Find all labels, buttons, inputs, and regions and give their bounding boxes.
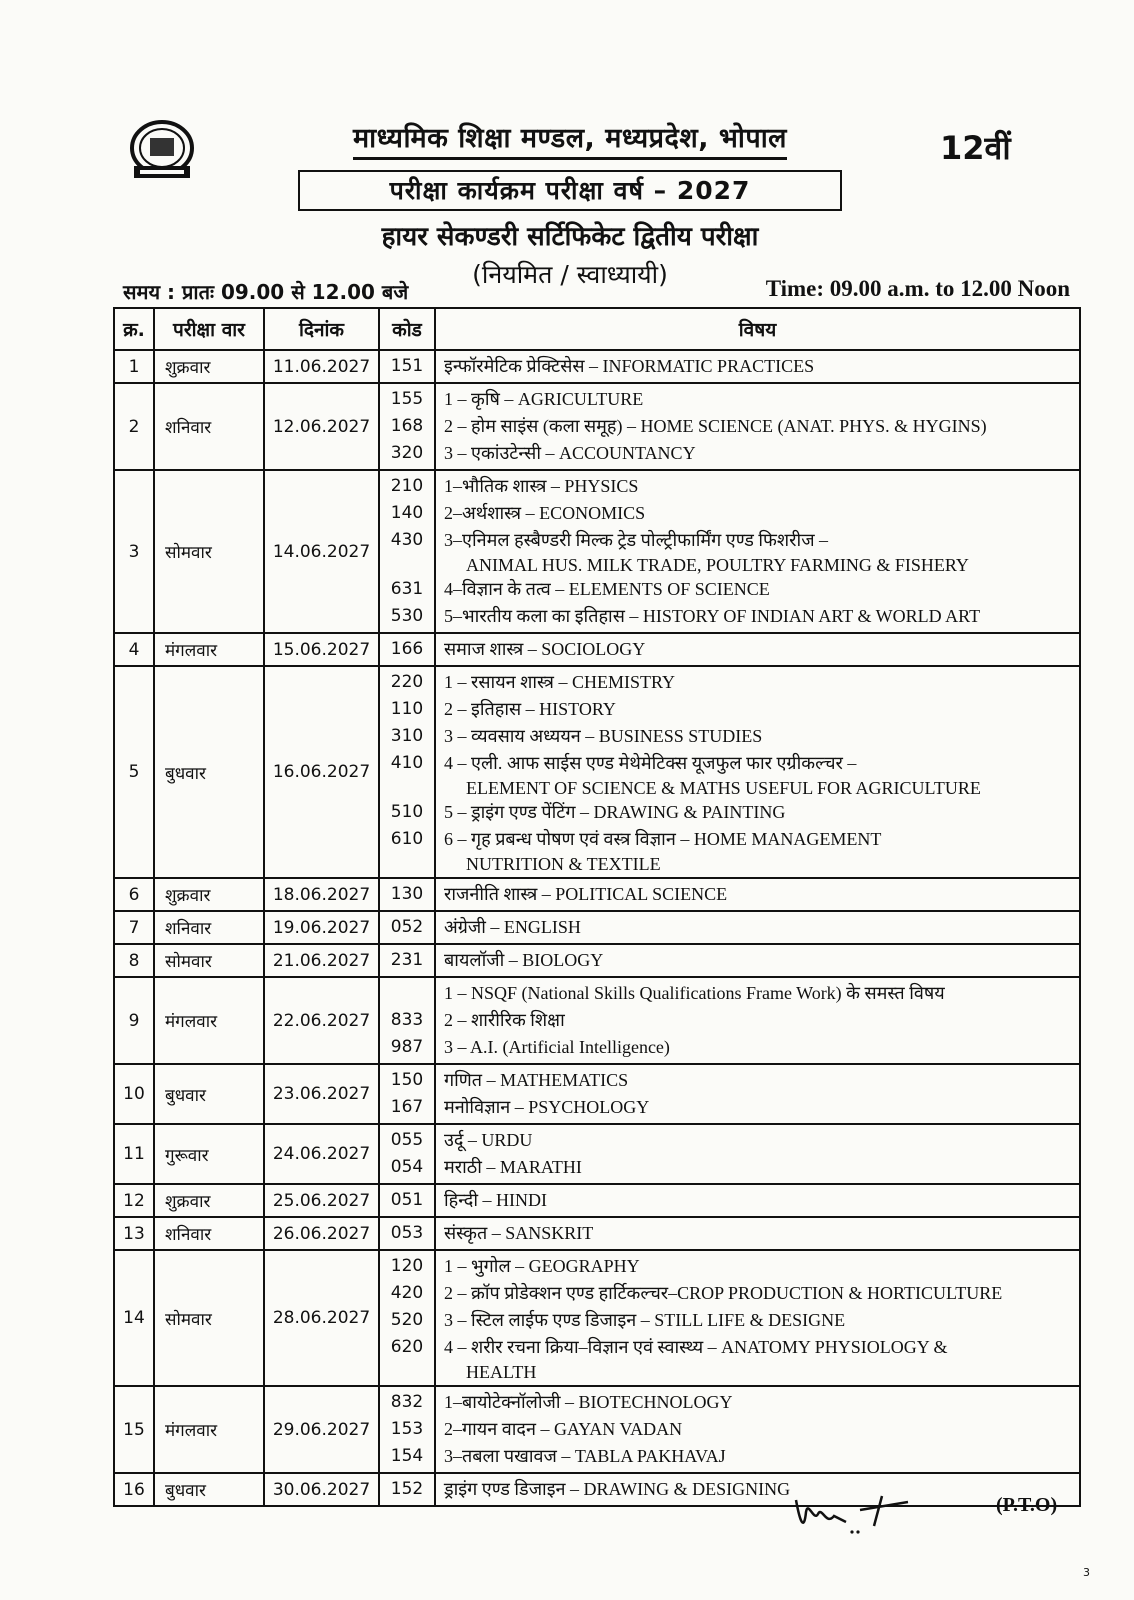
subject-code: [380, 853, 434, 875]
row-subjects: [435, 470, 1080, 633]
row-serial: 15: [114, 1386, 154, 1473]
subject-name: 2–गायन वादन – GAYAN VADAN: [444, 1419, 683, 1439]
subject-name: 2–अर्थशास्त्र – ECONOMICS: [444, 503, 646, 523]
col-header-date: दिनांक: [264, 308, 379, 350]
board-name: माध्यमिक शिक्षा मण्डल, मध्यप्रदेश, भोपाल: [353, 118, 787, 160]
exam-schedule-table: [113, 307, 1081, 1507]
table-row: [114, 1473, 1080, 1506]
subject-code: 168: [390, 416, 424, 436]
subject-name: 3 – व्यवसाय अध्ययन – BUSINESS STUDIES: [444, 726, 763, 746]
subject-code: 052: [390, 917, 424, 937]
row-serial: 5: [114, 666, 154, 878]
subject-name: 4 – एली. आफ साईस एण्ड मेथेमेटिक्स यूजफुल फार एग्रीकल्चर –: [444, 753, 857, 773]
signature-mark: [790, 1492, 910, 1544]
subject-code: 130: [390, 884, 424, 904]
subject-code: 053: [390, 1223, 424, 1243]
subject-code: 231: [390, 950, 424, 970]
row-codes: [379, 1124, 435, 1184]
row-codes: [379, 1217, 435, 1250]
row-subjects: [435, 633, 1080, 666]
row-codes: [379, 1064, 435, 1124]
subject-name: 2 – होम साइंस (कला समूह) – HOME SCIENCE (ANAT. PHYS. & HYGINS): [444, 416, 987, 436]
row-codes: [379, 350, 435, 383]
subject-code: 610: [390, 829, 424, 849]
row-subjects: [435, 1124, 1080, 1184]
row-day: शनिवार: [154, 383, 264, 470]
row-serial: 16: [114, 1473, 154, 1506]
row-day: शुक्रवार: [154, 878, 264, 911]
subject-code: 054: [390, 1157, 424, 1177]
subject-name: 2 – शारीरिक शिक्षा: [444, 1010, 565, 1030]
exam-mode: (नियमित / स्वाध्यायी): [472, 260, 668, 289]
subject-code: 320: [390, 443, 424, 463]
row-subjects: [435, 350, 1080, 383]
subject-name: NUTRITION & TEXTILE: [466, 854, 661, 874]
row-subjects: [435, 878, 1080, 911]
subject-code: 510: [390, 802, 424, 822]
row-date: 15.06.2027: [264, 633, 379, 666]
subject-code: 120: [390, 1256, 424, 1276]
col-header-serial: क्र.: [114, 308, 154, 350]
subject-code: 167: [390, 1097, 424, 1117]
subject-name: 3–तबला पखावज – TABLA PAKHAVAJ: [444, 1446, 726, 1466]
col-header-day: परीक्षा वार: [154, 308, 264, 350]
subject-code: 520: [390, 1310, 424, 1330]
table-row: [114, 1064, 1080, 1124]
subject-name: गणित – MATHEMATICS: [444, 1070, 629, 1090]
row-subjects: [435, 977, 1080, 1064]
row-day: बुधवार: [154, 666, 264, 878]
table-row: [114, 977, 1080, 1064]
subject-code: 140: [390, 503, 424, 523]
row-day: सोमवार: [154, 944, 264, 977]
subject-name: 1 – भुगोल – GEOGRAPHY: [444, 1256, 640, 1276]
row-date: 19.06.2027: [264, 911, 379, 944]
col-header-subject: विषय: [435, 308, 1080, 350]
subject-name: 4–विज्ञान के तत्व – ELEMENTS OF SCIENCE: [444, 579, 770, 599]
row-day: शनिवार: [154, 911, 264, 944]
subject-code: 166: [390, 639, 424, 659]
subject-code: 152: [390, 1479, 424, 1499]
subject-name: इन्फॉरमेटिक प्रेक्टिसेस – INFORMATIC PRACTICES: [444, 356, 815, 376]
subject-name: 3 – A.I. (Artificial Intelligence): [444, 1037, 670, 1057]
row-date: 26.06.2027: [264, 1217, 379, 1250]
table-row: [114, 350, 1080, 383]
row-subjects: [435, 383, 1080, 470]
subject-name: राजनीति शास्त्र – POLITICAL SCIENCE: [444, 884, 728, 904]
row-date: 24.06.2027: [264, 1124, 379, 1184]
row-day: गुरूवार: [154, 1124, 264, 1184]
row-serial: 7: [114, 911, 154, 944]
class-label: 12वीं: [940, 129, 1011, 167]
subject-name: HEALTH: [466, 1362, 537, 1382]
row-subjects: [435, 1250, 1080, 1386]
table-row: [114, 1386, 1080, 1473]
row-serial: 10: [114, 1064, 154, 1124]
subject-name: 1 – रसायन शास्त्र – CHEMISTRY: [444, 672, 675, 692]
subject-name: 5 – ड्राइंग एण्ड पेंटिंग – DRAWING & PAINTING: [444, 802, 786, 822]
row-date: 25.06.2027: [264, 1184, 379, 1217]
row-date: 28.06.2027: [264, 1250, 379, 1386]
page-number: 3: [1083, 1566, 1090, 1579]
row-serial: 13: [114, 1217, 154, 1250]
table-row: [114, 666, 1080, 878]
row-subjects: [435, 1386, 1080, 1473]
subject-code: 220: [390, 672, 424, 692]
row-date: 29.06.2027: [264, 1386, 379, 1473]
subject-name: 3 – स्टिल लाईफ एण्ड डिजाइन – STILL LIFE & DESIGNE: [444, 1310, 846, 1330]
subject-name: बायलॉजी – BIOLOGY: [444, 950, 604, 970]
subject-name: समाज शास्त्र – SOCIOLOGY: [444, 639, 646, 659]
subject-code: [380, 980, 434, 1007]
table-row: [114, 1250, 1080, 1386]
subject-code: 987: [390, 1037, 424, 1057]
subject-code: 631: [390, 579, 424, 599]
subject-name: 2 – क्रॉप प्रोडेक्शन एण्ड हार्टिकल्चर–CROP PRODUCTION & HORTICULTURE: [444, 1283, 1003, 1303]
row-serial: 3: [114, 470, 154, 633]
subject-code: 832: [390, 1392, 424, 1412]
subject-code: 530: [390, 606, 424, 626]
table-row: [114, 470, 1080, 633]
row-date: 23.06.2027: [264, 1064, 379, 1124]
table-row: [114, 1184, 1080, 1217]
row-codes: [379, 911, 435, 944]
row-serial: 6: [114, 878, 154, 911]
row-serial: 12: [114, 1184, 154, 1217]
table-row: [114, 944, 1080, 977]
subject-code: 153: [390, 1419, 424, 1439]
subject-code: 310: [390, 726, 424, 746]
row-serial: 14: [114, 1250, 154, 1386]
subject-name: 4 – शरीर रचना क्रिया–विज्ञान एवं स्वास्थ्य – ANATOMY PHYSIOLOGY &: [444, 1337, 948, 1357]
subject-name: 5–भारतीय कला का इतिहास – HISTORY OF INDIAN ART & WORLD ART: [444, 606, 981, 626]
subject-code: [380, 1361, 434, 1383]
row-date: 16.06.2027: [264, 666, 379, 878]
row-codes: [379, 383, 435, 470]
row-day: मंगलवार: [154, 1386, 264, 1473]
subject-code: 620: [390, 1337, 424, 1357]
col-header-code: कोड: [379, 308, 435, 350]
row-subjects: [435, 1184, 1080, 1217]
row-serial: 11: [114, 1124, 154, 1184]
row-day: बुधवार: [154, 1473, 264, 1506]
row-codes: [379, 1250, 435, 1386]
subject-code: 151: [390, 356, 424, 376]
subject-name: 6 – गृह प्रबन्ध पोषण एवं वस्त्र विज्ञान – HOME MANAGEMENT: [444, 829, 882, 849]
row-codes: [379, 633, 435, 666]
row-serial: 4: [114, 633, 154, 666]
subject-name: 3–एनिमल हस्बैण्डरी मिल्क ट्रेड पोल्ट्रीफार्मिंग एण्ड फिशरीज –: [444, 530, 829, 550]
row-codes: [379, 1184, 435, 1217]
subject-name: 1–बायोटेक्नॉलोजी – BIOTECHNOLOGY: [444, 1392, 733, 1412]
subject-code: 420: [390, 1283, 424, 1303]
subject-code: 210: [390, 476, 424, 496]
row-subjects: [435, 666, 1080, 878]
subject-name: 2 – इतिहास – HISTORY: [444, 699, 616, 719]
row-subjects: [435, 911, 1080, 944]
row-date: 18.06.2027: [264, 878, 379, 911]
row-date: 21.06.2027: [264, 944, 379, 977]
subject-code: [380, 777, 434, 799]
subject-code: 410: [390, 753, 424, 773]
subject-name: ANIMAL HUS. MILK TRADE, POULTRY FARMING & FISHERY: [466, 555, 969, 575]
row-subjects: [435, 1217, 1080, 1250]
row-serial: 8: [114, 944, 154, 977]
subject-name: उर्दू – URDU: [444, 1130, 533, 1150]
subject-code: [380, 554, 434, 576]
subject-code: 430: [390, 530, 424, 550]
row-codes: [379, 944, 435, 977]
table-row: [114, 1217, 1080, 1250]
subject-name: ड्राइंग एण्ड डिजाइन – DRAWING & DESIGNING: [444, 1479, 791, 1499]
table-row: [114, 383, 1080, 470]
row-subjects: [435, 1473, 1080, 1506]
row-day: सोमवार: [154, 470, 264, 633]
subject-name: अंग्रेजी – ENGLISH: [444, 917, 581, 937]
row-day: मंगलवार: [154, 977, 264, 1064]
row-codes: [379, 666, 435, 878]
time-hindi: समय : प्रातः 09.00 से 12.00 बजे: [123, 280, 409, 304]
row-date: 14.06.2027: [264, 470, 379, 633]
subject-code: 150: [390, 1070, 424, 1090]
row-subjects: [435, 944, 1080, 977]
row-codes: [379, 878, 435, 911]
subject-name: मनोविज्ञान – PSYCHOLOGY: [444, 1097, 650, 1117]
programme-title: परीक्षा कार्यक्रम परीक्षा वर्ष – 2027: [298, 170, 842, 211]
subject-code: 051: [390, 1190, 424, 1210]
subject-name: 1–भौतिक शास्त्र – PHYSICS: [444, 476, 639, 496]
table-row: [114, 911, 1080, 944]
row-serial: 1: [114, 350, 154, 383]
exam-title: हायर सेकण्डरी सर्टिफिकेट द्वितीय परीक्षा: [381, 222, 759, 252]
row-day: शनिवार: [154, 1217, 264, 1250]
row-codes: [379, 977, 435, 1064]
row-day: सोमवार: [154, 1250, 264, 1386]
subject-name: 1 – NSQF (National Skills Qualifications Frame Work) के समस्त विषय: [444, 983, 945, 1003]
row-serial: 2: [114, 383, 154, 470]
subject-name: 3 – एकांउटेन्सी – ACCOUNTANCY: [444, 443, 696, 463]
subject-name: संस्कृत – SANSKRIT: [444, 1223, 594, 1243]
subject-name: मराठी – MARATHI: [444, 1157, 582, 1177]
subject-code: 155: [390, 389, 424, 409]
row-date: 11.06.2027: [264, 350, 379, 383]
row-date: 22.06.2027: [264, 977, 379, 1064]
row-codes: [379, 1386, 435, 1473]
row-subjects: [435, 1064, 1080, 1124]
table-row: [114, 633, 1080, 666]
row-serial: 9: [114, 977, 154, 1064]
pto-note: (P.T.O): [996, 1494, 1058, 1516]
document-header: [270, 118, 870, 291]
subject-code: 154: [390, 1446, 424, 1466]
table-row: [114, 1124, 1080, 1184]
board-seal-logo: [126, 120, 198, 182]
subject-code: 110: [390, 699, 424, 719]
row-codes: [379, 470, 435, 633]
row-date: 12.06.2027: [264, 383, 379, 470]
subject-name: 1 – कृषि – AGRICULTURE: [444, 389, 644, 409]
row-date: 30.06.2027: [264, 1473, 379, 1506]
table-row: [114, 878, 1080, 911]
subject-name: हिन्दी – HINDI: [444, 1190, 547, 1210]
row-day: बुधवार: [154, 1064, 264, 1124]
table-header-row: [114, 308, 1080, 350]
row-day: शुक्रवार: [154, 350, 264, 383]
subject-name: ELEMENT OF SCIENCE & MATHS USEFUL FOR AGRICULTURE: [466, 778, 981, 798]
row-day: शुक्रवार: [154, 1184, 264, 1217]
row-codes: [379, 1473, 435, 1506]
subject-code: 055: [390, 1130, 424, 1150]
row-day: मंगलवार: [154, 633, 264, 666]
subject-code: 833: [390, 1010, 424, 1030]
time-english: Time: 09.00 a.m. to 12.00 Noon: [765, 276, 1070, 301]
